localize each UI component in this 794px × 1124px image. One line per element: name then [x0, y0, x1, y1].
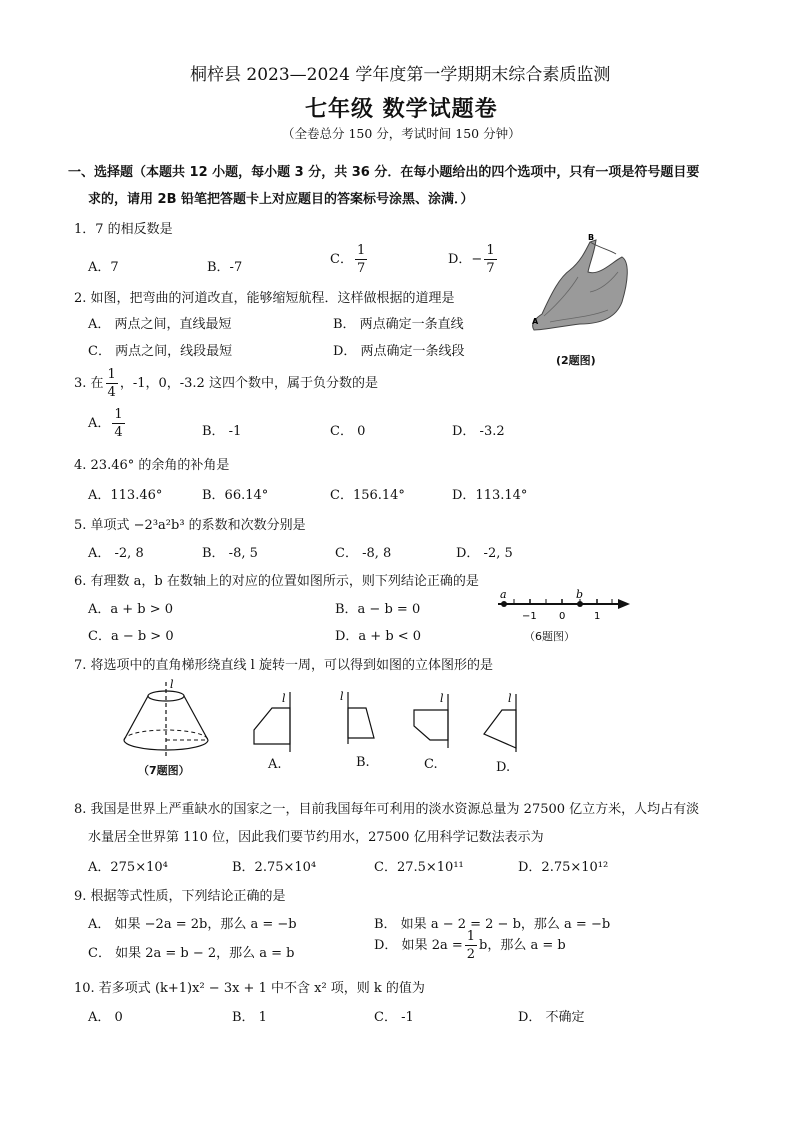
q1-stem: 1．7 的相反数是	[74, 222, 173, 237]
q8-stem-line2: 水量居全世界第 110 位，因此我们要节约用水，27500 亿用科学记数法表示为	[88, 830, 544, 845]
q6-tick-1: 1	[594, 611, 601, 622]
q9-option-c: C． 如果 2a = b − 2，那么 a = b	[88, 946, 295, 961]
exam-title: 桐梓县 2023—2024 学年度第一学期期末综合素质监测	[190, 65, 611, 85]
q3-a-num: 1	[114, 407, 123, 422]
q4-option-a: A．113.46°	[88, 488, 163, 503]
q8-option-b: B．2.75×10⁴	[232, 860, 317, 875]
q9-d-den: 2	[466, 947, 476, 962]
q9-d-prefix: D． 如果 2a =	[374, 938, 463, 953]
q5-option-d: D． -2, 5	[456, 546, 513, 561]
q6-point-a: a	[500, 588, 507, 601]
q1-option-d	[448, 244, 499, 275]
q2-option-c: C． 两点之间，线段最短	[88, 344, 233, 359]
q1-option-a: A．7	[88, 260, 119, 275]
q2-option-a: A． 两点之间，直线最短	[88, 317, 232, 332]
section-heading-line2: 求的，请用 2B 铅笔把答题卡上对应题目的答案标号涂黑、涂满．）	[88, 192, 474, 207]
q3-stem-den: 4	[107, 385, 116, 400]
q6-option-d: D．a + b < 0	[335, 629, 422, 644]
q10-stem: 10. 若多项式 (k+1)x² − 3x + 1 中不含 x² 项，则 k 的值为	[74, 981, 425, 996]
q6-option-a: A．a + b > 0	[88, 602, 174, 617]
section-heading-line1: 一、选择题（本题共 12 小题，每小题 3 分，共 36 分．在每小题给出的四个选项中，只有一项是符号题目要	[68, 165, 700, 180]
q8-option-a: A．275×10⁴	[88, 860, 168, 875]
q5-option-a: A． -2, 8	[88, 546, 144, 561]
q7-c-axis: l	[440, 692, 444, 705]
q7-axis-label: l	[170, 678, 174, 691]
q5-option-c: C． -8, 8	[335, 546, 392, 561]
q1-option-c	[330, 244, 369, 275]
q7-b-axis: l	[340, 690, 344, 703]
q7-stem: 7. 将选项中的直角梯形绕直线 l 旋转一周，可以得到如图的立体图形的是	[74, 658, 493, 673]
q7-option-b-figure	[338, 688, 390, 754]
q7-option-c-figure	[408, 690, 460, 756]
q3-option-a	[88, 408, 127, 439]
q1-c-num: 1	[356, 243, 366, 258]
q6-stem: 6. 有理数 a，b 在数轴上的对应的位置如图所示，则下列结论正确的是	[74, 574, 479, 589]
q1-c-den: 7	[356, 261, 366, 276]
q1-c-prefix: C．	[330, 252, 353, 267]
q8-stem-line1: 8. 我国是世界上严重缺水的国家之一，目前我国每年可利用的淡水资源总量为 27500 亿立方米，人均占有淡	[74, 802, 700, 817]
q6-number-line	[492, 588, 634, 630]
q2-point-a: A	[532, 317, 539, 326]
q9-option-a: A． 如果 −2a = 2b，那么 a = −b	[88, 917, 297, 932]
q7-option-c: C.	[424, 757, 438, 772]
q2-point-b: B	[588, 233, 595, 242]
q6-tick-0: 0	[559, 611, 566, 622]
q5-stem: 5. 单项式 −2³a²b³ 的系数和次数分别是	[74, 518, 306, 533]
q9-stem: 9. 根据等式性质，下列结论正确的是	[74, 889, 286, 904]
q3-stem-suffix: ，-1，0，-3.2 这四个数中，属于负分数的是	[119, 376, 378, 391]
q3-stem	[74, 368, 378, 399]
q3-option-d: D． -3.2	[452, 424, 505, 439]
q10-option-a: A． 0	[88, 1010, 123, 1025]
q5-option-b: B． -8, 5	[202, 546, 258, 561]
exam-subtitle: 七年级 数学试题卷	[305, 97, 498, 122]
q7-option-a: A.	[268, 757, 282, 772]
q6-tick-neg1: −1	[522, 611, 537, 622]
q8-option-c: C．27.5×10¹¹	[374, 860, 464, 875]
q3-stem-num: 1	[107, 367, 116, 382]
q6-option-c: C．a − b > 0	[88, 629, 174, 644]
q6-point-b: b	[576, 588, 584, 601]
q1-option-b: B．-7	[207, 260, 243, 275]
q7-option-d: D.	[496, 760, 511, 775]
q3-a-den: 4	[114, 425, 123, 440]
q2-option-b: B． 两点确定一条直线	[333, 317, 464, 332]
q7-frustum-figure	[118, 678, 214, 764]
q3-option-b: B． -1	[202, 424, 242, 439]
q10-option-c: C． -1	[374, 1010, 414, 1025]
q10-option-b: B． 1	[232, 1010, 267, 1025]
q2-river-figure	[530, 232, 636, 344]
q6-figure-caption: （6题图）	[524, 630, 575, 643]
q9-d-num: 1	[466, 929, 476, 944]
exam-info: （全卷总分 150 分，考试时间 150 分钟）	[282, 126, 521, 141]
q3-a-prefix: A．	[88, 416, 111, 431]
q7-option-a-figure	[246, 690, 298, 760]
q4-option-c: C．156.14°	[330, 488, 405, 503]
q2-stem: 2. 如图，把弯曲的河道改直，能够缩短航程．这样做根据的道理是	[74, 291, 455, 306]
q1-d-num: 1	[486, 243, 495, 258]
q4-option-b: B．66.14°	[202, 488, 269, 503]
q1-d-den: 7	[486, 261, 495, 276]
q3-stem-prefix: 3. 在	[74, 376, 104, 391]
q4-stem: 4. 23.46° 的余角的补角是	[74, 458, 230, 473]
q9-d-suffix: b，那么 a = b	[479, 938, 566, 953]
q1-d-prefix: D．−	[448, 252, 483, 267]
q7-d-axis: l	[508, 692, 512, 705]
q6-option-b: B．a − b = 0	[335, 602, 421, 617]
q2-figure-caption: (2题图)	[556, 354, 596, 367]
q10-option-d: D． 不确定	[518, 1010, 585, 1025]
q7-a-axis: l	[282, 692, 286, 705]
q9-option-b: B． 如果 a − 2 = 2 − b，那么 a = −b	[374, 917, 611, 932]
q9-option-d	[374, 930, 566, 961]
q4-option-d: D．113.14°	[452, 488, 528, 503]
q7-figure-caption: （7题图）	[138, 764, 190, 777]
q7-option-d-figure	[480, 690, 532, 760]
q3-option-c: C． 0	[330, 424, 366, 439]
q2-option-d: D． 两点确定一条线段	[333, 344, 465, 359]
q7-option-b: B.	[356, 755, 370, 770]
q8-option-d: D．2.75×10¹²	[518, 860, 609, 875]
